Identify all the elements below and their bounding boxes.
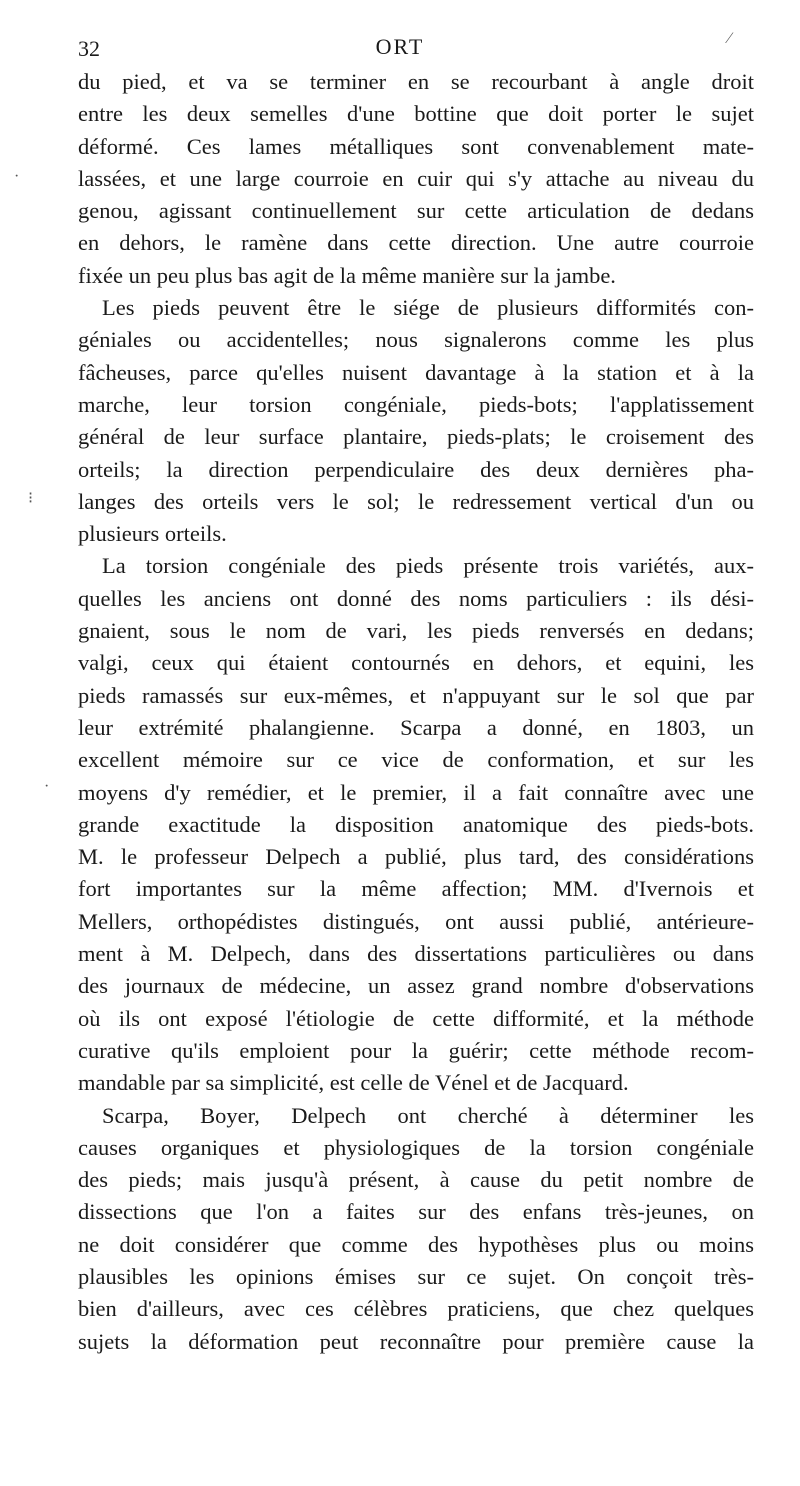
text-line: moyens d'y remédier, et le premier, il a fait connaître avec une [78, 779, 754, 805]
text-line: des pieds; mais jusqu'à présent, à cause du petit nombre de [78, 1167, 754, 1193]
text-line: leur extrémité phalangienne. Scarpa a donné, en 1803, un [78, 714, 754, 740]
text-line: valgi, ceux qui étaient contournés en dehors, et equini, les [78, 650, 754, 676]
text-line: marche, leur torsion congéniale, pieds-bots; l'applatissement [78, 391, 754, 417]
text-line: orteils; la direction perpendiculaire des deux dernières pha- [78, 456, 754, 482]
paragraph-3 [78, 550, 754, 1099]
text-line: fixée un peu plus bas agit de la même manière sur la jambe. [78, 262, 616, 288]
text-line: curative qu'ils emploient pour la guérir; cette méthode recom- [78, 1037, 754, 1063]
paragraph-1 [78, 66, 754, 292]
text-line: causes organiques et physiologiques de la torsion congéniale [78, 1134, 754, 1160]
text-line: géniales ou accidentelles; nous signalerons comme les plus [78, 327, 754, 353]
text-line: général de leur surface plantaire, pieds-plats; le croisement des [78, 424, 754, 450]
text-line: dissections que l'on a faites sur des enfans très-jeunes, on [78, 1199, 754, 1225]
text-line: M. le professeur Delpech a publié, plus tard, des considérations [78, 844, 754, 870]
text-line: du pied, et va se terminer en se recourbant à angle droit [78, 69, 754, 94]
paragraph-4 [78, 1100, 754, 1358]
text-line: langes des orteils vers le sol; le redressement vertical d'un ou [78, 488, 754, 514]
text-line: en dehors, le ramène dans cette direction. Une autre courroie [78, 230, 754, 256]
text-line: sujets la déformation peut reconnaître pour première cause la [78, 1328, 754, 1354]
body-text [78, 66, 754, 1358]
margin-mark: ⁄ [728, 30, 731, 47]
margin-mark: · [44, 778, 50, 795]
text-line: grande exactitude la disposition anatomique des pieds-bots. [78, 811, 754, 837]
margin-mark: · [14, 168, 20, 185]
text-line: entre les deux semelles d'une bottine que doit porter le sujet [78, 101, 754, 127]
text-line: plausibles les opinions émises sur ce sujet. On conçoit très- [78, 1263, 754, 1289]
running-head: ORT [375, 34, 425, 59]
page-number: 32 [78, 36, 100, 61]
text-line: Mellers, orthopédistes distingués, ont aussi publié, antérieure- [78, 908, 754, 934]
text-line: ment à M. Delpech, dans des dissertations particulières ou dans [78, 941, 754, 967]
margin-mark: ⁝ [28, 490, 34, 507]
text-line: des journaux de médecine, un assez grand nombre d'observations [78, 973, 754, 999]
text-line: ne doit considérer que comme des hypothèses plus ou moins [78, 1231, 754, 1257]
text-line: mandable par sa simplicité, est celle de Vénel et de Jacquard. [78, 1070, 629, 1096]
text-line: excellent mémoire sur ce vice de conformation, et sur les [78, 747, 754, 773]
text-line: bien d'ailleurs, avec ces célèbres praticiens, que chez quelques [78, 1296, 754, 1322]
text-line: quelles les anciens ont donné des noms particuliers : ils dési- [78, 585, 754, 611]
text-line: pieds ramassés sur eux-mêmes, et n'appuyant sur le sol que par [78, 682, 754, 708]
text-line: déformé. Ces lames métalliques sont convenablement mate- [78, 133, 754, 159]
paragraph-2 [78, 292, 754, 550]
text-line: Les pieds peuvent être le siége de plusieurs difformités con- [102, 295, 754, 321]
text-line: Scarpa, Boyer, Delpech ont cherché à déterminer les [102, 1102, 754, 1128]
text-line: où ils ont exposé l'étiologie de cette difformité, et la méthode [78, 1005, 754, 1031]
text-line: fâcheuses, parce qu'elles nuisent davantage à la station et à la [78, 359, 754, 385]
text-line: lassées, et une large courroie en cuir qui s'y attache au niveau du [78, 165, 754, 191]
text-line: La torsion congéniale des pieds présente trois variétés, aux- [102, 553, 754, 579]
text-line: fort importantes sur la même affection; MM. d'Ivernois et [78, 876, 754, 902]
text-line: gnaient, sous le nom de vari, les pieds renversés en dedans; [78, 618, 754, 644]
text-line: plusieurs orteils. [78, 521, 227, 547]
text-line: genou, agissant continuellement sur cette articulation de dedans [78, 198, 754, 224]
